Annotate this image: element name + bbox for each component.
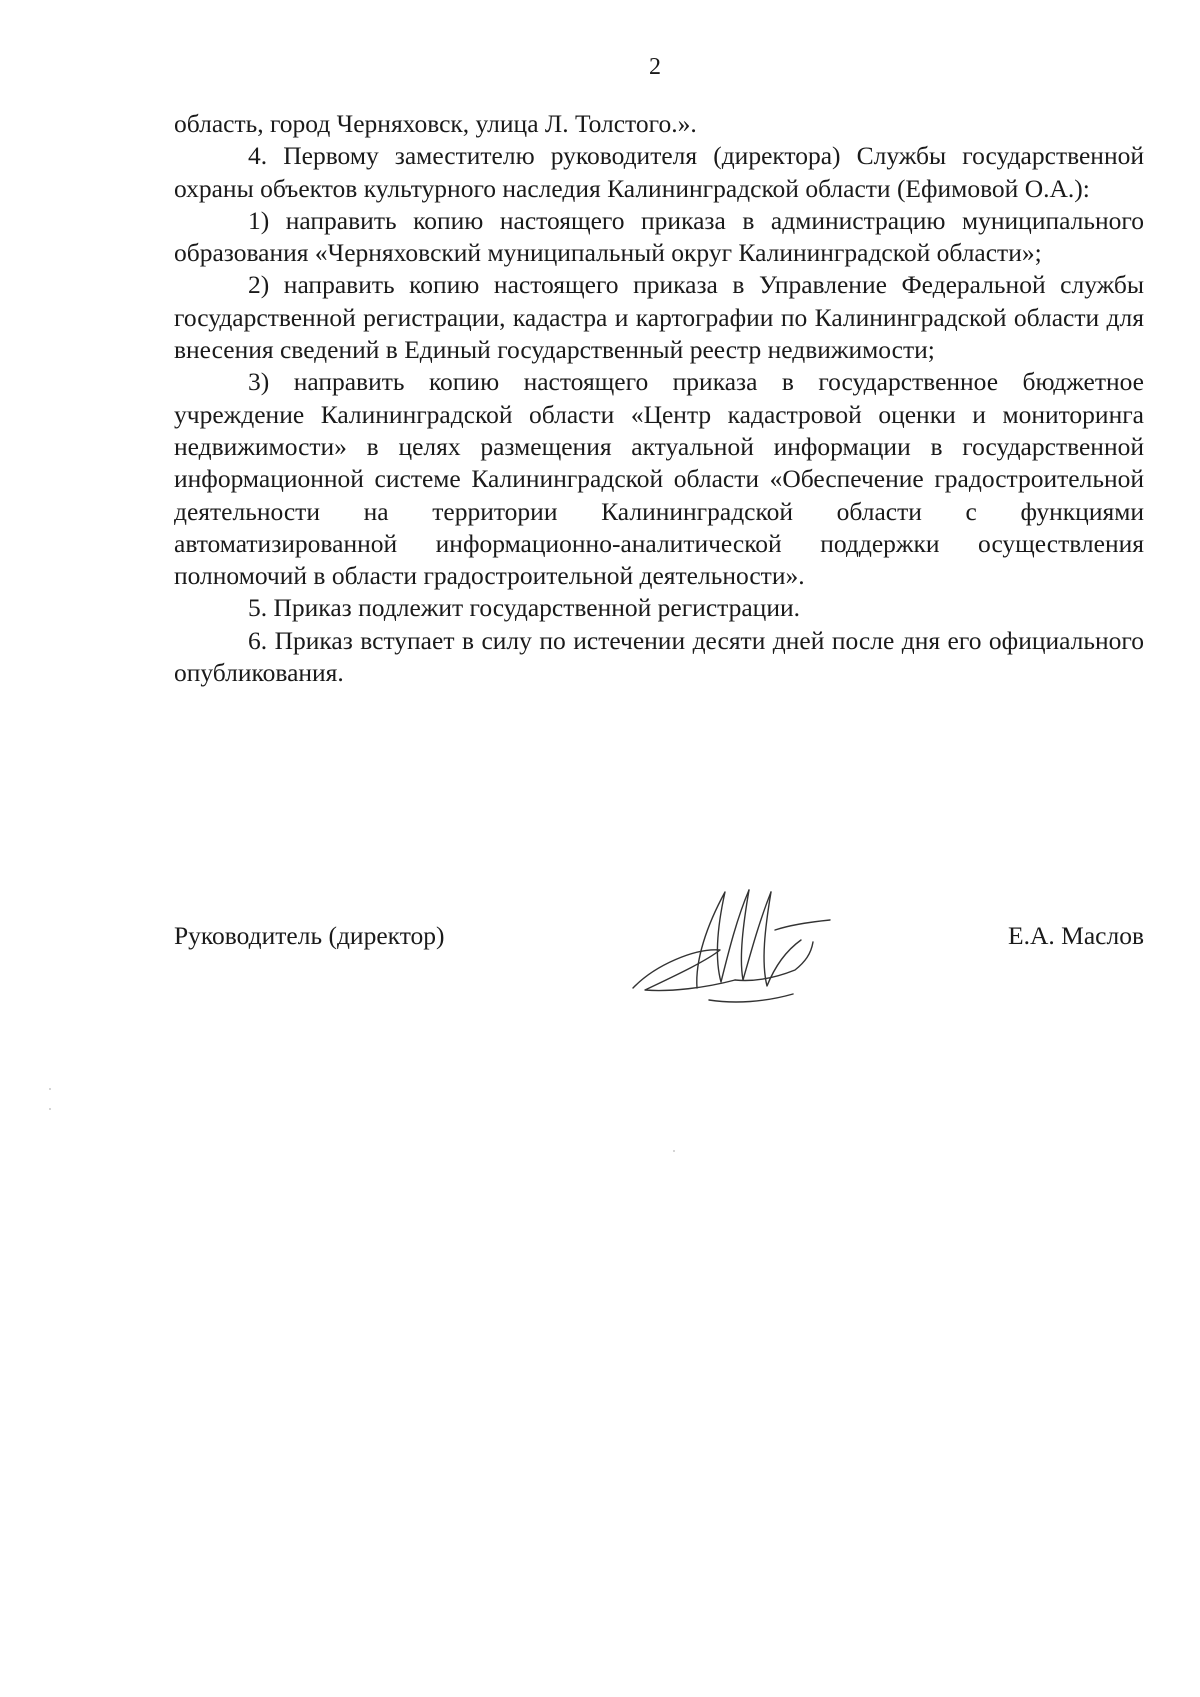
paragraph-item-4: 4. Первому заместителю руководителя (директора) Службы государственной охраны объектов культурного наследия Калининградской области (Ефимовой О.А.): bbox=[174, 141, 1144, 203]
paragraph-subitem-2: 2) направить копию настоящего приказа в Управление Федеральной службы государственной регистрации, кадастра и картографии по Калининградской области для внесения сведений в Единый государственный реестр недвижимости; bbox=[174, 270, 1144, 365]
paragraph-item-5: 5. Приказ подлежит государственной регистрации. bbox=[248, 593, 800, 623]
scan-speck bbox=[673, 1150, 675, 1152]
signatory-title: Руководитель (директор) bbox=[174, 921, 445, 950]
page-number: 2 bbox=[649, 54, 661, 80]
paragraph-item-6: 6. Приказ вступает в силу по истечении десяти дней после дня его официального опубликования. bbox=[174, 625, 1144, 688]
scan-speck bbox=[49, 1108, 51, 1110]
document-body bbox=[174, 108, 1144, 689]
handwritten-signature bbox=[625, 870, 835, 1010]
paragraph-address-continuation: область, город Черняховск, улица Л. Толстого.». bbox=[174, 109, 697, 138]
paragraph-subitem-3: 3) направить копию настоящего приказа в государственное бюджетное учреждение Калининградской области «Центр кадастровой оценки и мониторинга недвижимости» в целях размещения актуальной информации в государственной информационной системе Калининградской области «Обеспечение градостроительной деятельности на территории Калининградской области с функциями автоматизированной информационно-аналитической поддержки осуществления полномочий в области градостроительной деятельности». bbox=[174, 367, 1144, 591]
scan-speck bbox=[49, 1088, 51, 1090]
paragraph-subitem-1: 1) направить копию настоящего приказа в администрацию муниципального образования «Черняховский муниципальный округ Калининградской области»; bbox=[174, 205, 1144, 268]
signatory-name: Е.А. Маслов bbox=[1008, 921, 1144, 950]
